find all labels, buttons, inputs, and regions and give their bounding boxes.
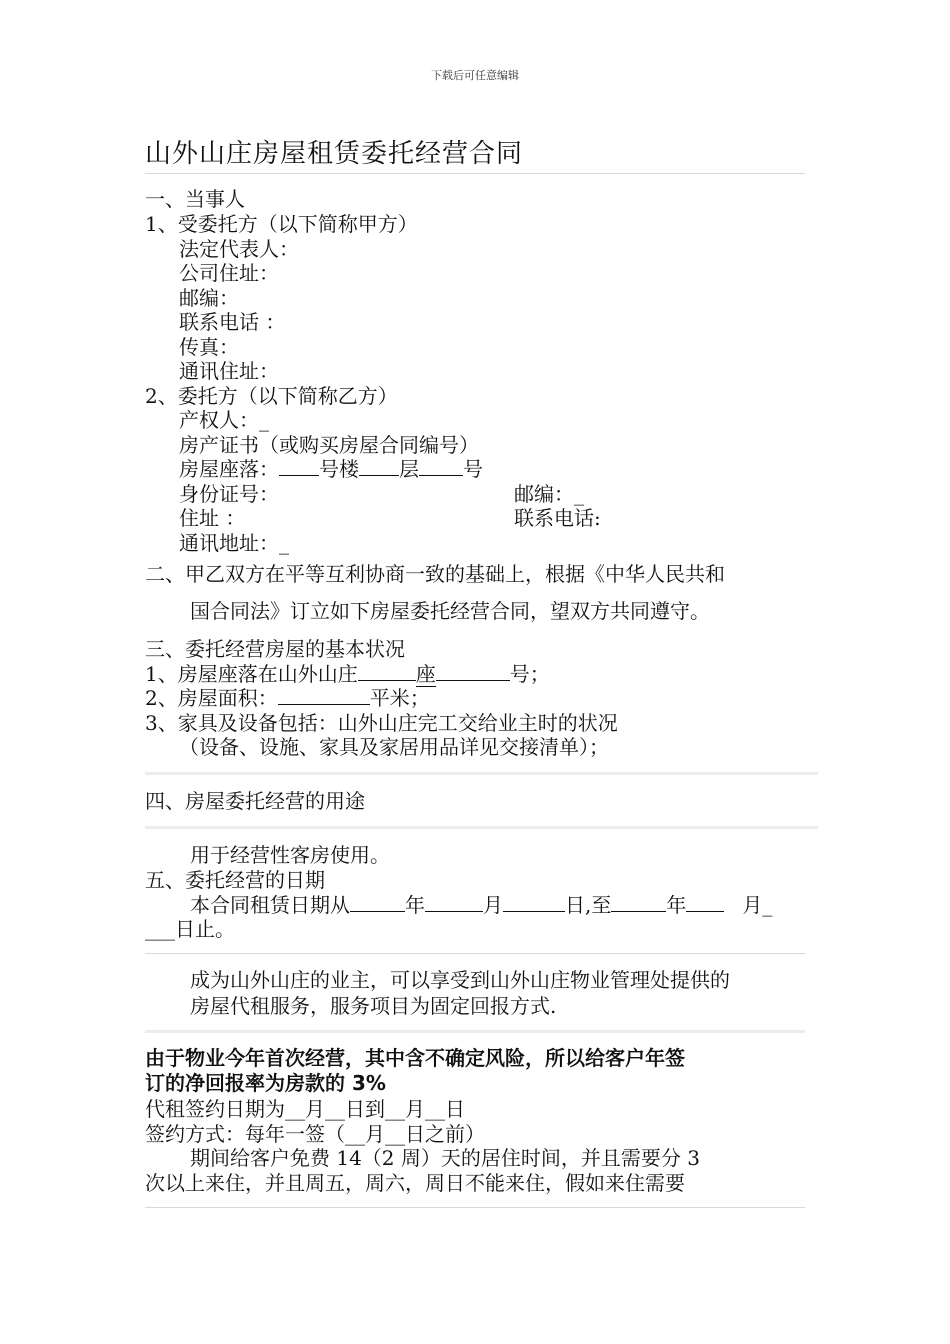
sign-period: 代租签约日期为__月__日到__月__日 bbox=[145, 1097, 465, 1121]
section3-item3: 3、家具及设备包括：山外山庄完工交给业主时的状况 bbox=[145, 711, 618, 735]
legal-rep-label: 法定代表人： bbox=[179, 237, 299, 261]
item1-text: 1、房屋座落在山外山庄 bbox=[145, 662, 358, 686]
lease-end-line: ___日止。 bbox=[145, 917, 235, 941]
month2-blank bbox=[686, 893, 724, 912]
section3-item2 bbox=[145, 686, 430, 710]
number-blank bbox=[419, 457, 463, 476]
lease-from-label: 本合同租赁日期从 bbox=[190, 893, 350, 917]
free-stay-line1: 期间给客户免费 14（2 周）天的居住时间，并且需要分 3 bbox=[190, 1146, 700, 1170]
party-a-heading: 1、受委托方（以下简称甲方） bbox=[145, 212, 418, 236]
area-blank bbox=[278, 686, 370, 705]
month-label: 月 bbox=[483, 893, 503, 917]
usage-text: 用于经营性客房使用。 bbox=[190, 843, 390, 867]
divider-2 bbox=[145, 826, 818, 829]
free-stay-line2: 次以上来住，并且周五，周六，周日不能来住，假如来住需要 bbox=[145, 1171, 685, 1195]
location-label: 房屋座落： bbox=[179, 457, 279, 481]
section5-heading: 五、委托经营的日期 bbox=[145, 868, 325, 892]
company-address-label: 公司住址： bbox=[179, 261, 279, 285]
postcode-label: 邮编： bbox=[179, 286, 239, 310]
service-line1: 成为山外山庄的业主，可以享受到山外山庄物业管理处提供的 bbox=[190, 968, 730, 992]
party-b-address-label: 住址 ： bbox=[179, 506, 246, 530]
party-b-heading: 2、委托方（以下简称乙方） bbox=[145, 384, 398, 408]
section3-heading: 三、委托经营房屋的基本状况 bbox=[145, 637, 405, 661]
section1-heading: 一、当事人 bbox=[145, 187, 245, 211]
building-blank bbox=[279, 457, 319, 476]
phone-label: 联系电话 ： bbox=[179, 310, 286, 334]
document-title: 山外山庄房屋租赁委托经营合同 bbox=[145, 139, 524, 169]
month2-label: 月_ bbox=[742, 893, 773, 917]
section2-line1: 二、甲乙双方在平等互利协商一致的基础上，根据《中华人民共和 bbox=[145, 562, 725, 586]
area-unit: 平米； bbox=[369, 686, 430, 710]
number-label: 号 bbox=[463, 457, 483, 481]
section2-line2: 国合同法》订立如下房屋委托经营合同，望双方共同遵守。 bbox=[190, 599, 710, 623]
mail-address-label: 通讯住址： bbox=[179, 359, 279, 383]
year-blank bbox=[350, 893, 405, 912]
section3-item3-note: （设备、设施、家具及家居用品详见交接清单）； bbox=[179, 735, 609, 759]
year-label: 年 bbox=[405, 893, 425, 917]
sign-method: 签约方式：每年一签（__月__日之前） bbox=[145, 1122, 485, 1146]
owner-label: 产权人：_ bbox=[179, 408, 269, 432]
item1-number-label: 号； bbox=[509, 662, 550, 686]
divider-1 bbox=[145, 772, 818, 775]
floor-label: 层 bbox=[399, 457, 419, 481]
id-number-label: 身份证号： bbox=[179, 482, 279, 506]
certificate-label: 房产证书（或购买房屋合同编号） bbox=[179, 433, 479, 457]
year2-blank bbox=[611, 893, 666, 912]
risk-notice-line1: 由于物业今年首次经营，其中含不确定风险，所以给客户年签 bbox=[145, 1046, 685, 1070]
day-blank bbox=[503, 893, 565, 912]
fax-label: 传真： bbox=[179, 335, 239, 359]
item2-text: 2、房屋面积： bbox=[145, 686, 278, 710]
section3-item1 bbox=[145, 662, 550, 686]
party-b-postcode-label: 邮编：_ bbox=[514, 482, 584, 506]
month-blank bbox=[425, 893, 483, 912]
title-divider bbox=[145, 173, 805, 174]
item1-seat-label: 座 bbox=[415, 662, 436, 686]
item1-blank1 bbox=[358, 662, 416, 681]
divider-5 bbox=[145, 1207, 805, 1208]
lease-date-line bbox=[190, 893, 772, 917]
section4-heading: 四、房屋委托经营的用途 bbox=[145, 789, 365, 813]
party-b-mail-label: 通讯地址：_ bbox=[179, 531, 289, 555]
house-location-line bbox=[179, 457, 483, 481]
year2-label: 年 bbox=[666, 893, 687, 917]
divider-4 bbox=[145, 1030, 805, 1033]
page-header: 下载后可任意编辑 bbox=[431, 69, 519, 82]
service-line2: 房屋代租服务，服务项目为固定回报方式. bbox=[190, 994, 557, 1018]
divider-3 bbox=[145, 953, 805, 954]
floor-blank bbox=[359, 457, 399, 476]
risk-notice-line2: 订的净回报率为房款的 3% bbox=[145, 1071, 386, 1095]
party-b-phone-label: 联系电话: bbox=[514, 506, 601, 530]
building-label: 号楼 bbox=[319, 457, 359, 481]
day-to-label: 日,至 bbox=[565, 893, 612, 917]
item1-blank2 bbox=[436, 662, 510, 681]
